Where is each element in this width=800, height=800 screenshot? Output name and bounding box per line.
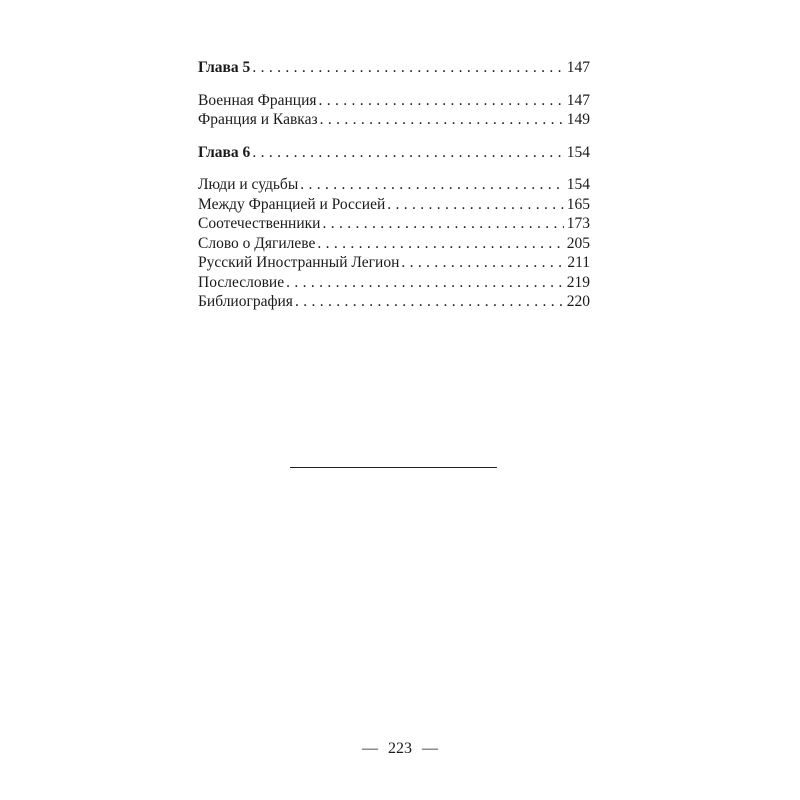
dot-leader <box>319 91 564 111</box>
toc-entry <box>198 273 590 293</box>
dot-leader <box>401 253 564 273</box>
dot-leader <box>252 143 563 163</box>
horizontal-rule <box>290 467 497 468</box>
entry-title: Военная Франция <box>198 91 317 109</box>
entry-title: Франция и Кавказ <box>198 111 318 128</box>
entry-title: Библиография <box>198 293 293 310</box>
page-number: 219 <box>566 273 590 291</box>
entry-title: Слово о Дягилеве <box>198 234 316 252</box>
toc-entry <box>198 175 590 195</box>
dot-leader <box>320 110 564 130</box>
entry-title: Люди и судьбы <box>198 176 299 193</box>
spacer <box>198 130 590 143</box>
spacer <box>198 162 590 175</box>
spacer <box>198 78 590 91</box>
dot-leader <box>300 175 564 195</box>
footer-page-number: 223 <box>388 740 412 757</box>
footer-dash-left: — <box>362 740 378 757</box>
page-number: 173 <box>566 215 590 232</box>
chapter-title: Глава 6 <box>198 143 251 161</box>
entry-title: Между Францией и Россией <box>198 195 386 213</box>
dot-leader <box>295 292 564 312</box>
page-number: 149 <box>566 111 590 128</box>
page-number: 205 <box>566 234 590 252</box>
dot-leader <box>252 58 563 78</box>
toc-entry <box>198 234 590 254</box>
entry-title: Русский Иностранный Легион <box>198 254 400 271</box>
page-number: 154 <box>566 176 590 193</box>
toc-chapter-heading <box>198 58 590 78</box>
dot-leader <box>286 273 564 293</box>
toc-entry <box>198 91 590 111</box>
page-number: 220 <box>566 293 590 310</box>
page-number: 147 <box>566 59 590 76</box>
toc-entry <box>198 292 590 312</box>
page-footer <box>0 740 800 758</box>
chapter-title: Глава 5 <box>198 59 251 76</box>
page-number: 165 <box>566 195 590 213</box>
entry-title: Послесловие <box>198 273 285 291</box>
page-number: 147 <box>566 91 590 109</box>
toc-entry <box>198 253 590 273</box>
page-number: 154 <box>566 143 590 161</box>
dot-leader <box>317 234 563 254</box>
page-number: 211 <box>567 254 590 271</box>
dot-leader <box>387 195 563 215</box>
toc-chapter-heading <box>198 143 590 163</box>
footer-dash-right: — <box>422 740 438 757</box>
entry-title: Соотечественники <box>198 215 321 232</box>
table-of-contents <box>198 58 590 312</box>
toc-entry <box>198 195 590 215</box>
toc-entry <box>198 214 590 234</box>
toc-entry <box>198 110 590 130</box>
dot-leader <box>322 214 563 234</box>
